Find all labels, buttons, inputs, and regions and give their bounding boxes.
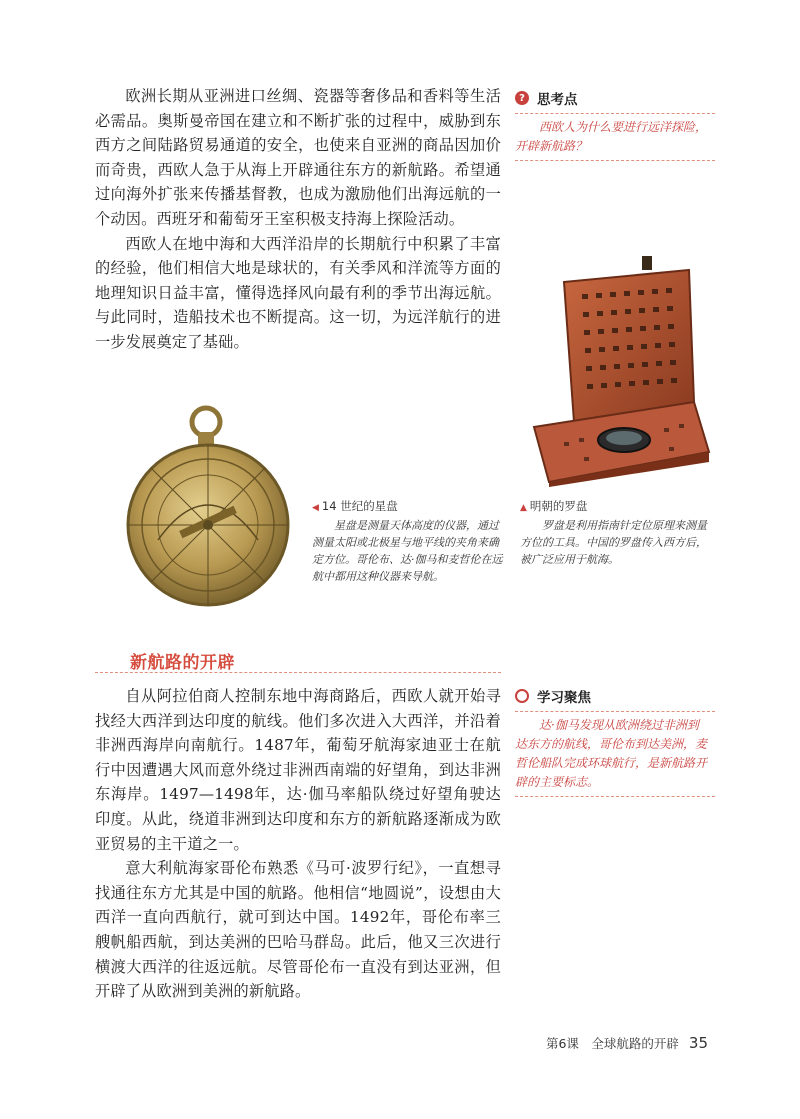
section-divider	[95, 672, 501, 673]
caption-title-row	[520, 498, 716, 517]
astrolabe-caption	[312, 498, 504, 585]
triangle-up-icon: ▲	[520, 503, 527, 513]
think-point-title: 思考点	[537, 92, 578, 108]
page-footer	[546, 1034, 708, 1052]
paragraph: 意大利航海家哥伦布熟悉《马可·波罗行纪》，一直想寻找通往东方尤其是中国的航路。他相信“地圆说”，设想由大西洋一直向西航行，就可到达中国。1492年，哥伦布率三艘帆船西航，到达美洲的巴哈马群岛。此后，他又三次进行横渡大西洋的往返远航。尽管哥伦布一直没有到达亚洲，但开辟了从欧洲到美洲的新航路。	[95, 859, 501, 1001]
main-text-top	[95, 84, 501, 355]
think-point-body: 西欧人为什么要进行远洋探险，开辟新航路？	[515, 120, 708, 153]
triangle-left-icon: ◀	[312, 503, 319, 513]
page-number: 35	[688, 1034, 708, 1052]
caption-body: 星盘是测量天体高度的仪器，通过测量太阳或北极星与地平线的夹角来确定方位。哥伦布、达·伽马和麦哲伦在远航中都用这种仪器来导航。	[312, 519, 503, 583]
caption-body: 罗盘是利用指南针定位原理来测量方位的工具。中国的罗盘传入西方后，被广泛应用于航海。	[520, 519, 707, 566]
section-title: 新航路的开辟	[130, 653, 235, 673]
paragraph: 西欧人在地中海和大西洋沿岸的长期航行中积累了丰富的经验，他们相信大地是球状的，有关季风和洋流等方面的地理知识日益丰富，懂得选择风向最有利的季节出海远航。与此同时，造船技术也不断提高。这一切，为远洋航行的进一步发展奠定了基础。	[95, 234, 501, 351]
learning-focus-body: 达·伽马发现从欧洲绕过非洲到达东方的航线，哥伦布到达美洲，麦哲伦船队完成环球航行，是新航路开辟的主要标志。	[515, 718, 708, 789]
caption-title: 明朝的罗盘	[529, 499, 588, 513]
divider	[515, 711, 715, 712]
astrolabe-image	[118, 400, 303, 610]
paragraph: 欧洲长期从亚洲进口丝绸、瓷器等奢侈品和香料等生活必需品。奥斯曼帝国在建立和不断扩张的过程中，威胁到东西方之间陆路贸易通道的安全，也使来自亚洲的商品因加价而奇贵，西欧人急于从海上开辟通往东方的新航路。希望通过向海外扩张来传播基督教，也成为激励他们出海远航的一个动因。西班牙和葡萄牙王室积极支持海上探险活动。	[95, 87, 501, 228]
divider	[515, 796, 715, 797]
divider	[515, 160, 715, 161]
compass-image	[524, 252, 714, 487]
think-point-header	[515, 88, 715, 108]
caption-title-row	[312, 498, 504, 517]
divider	[515, 113, 715, 114]
learning-focus-box	[515, 686, 715, 797]
question-icon: ?	[515, 91, 529, 105]
think-point-box	[515, 88, 715, 161]
paragraph: 自从阿拉伯商人控制东地中海商路后，西欧人就开始寻找经大西洋到达印度的航线。他们多次进入大西洋，并沿着非洲西海岸向南航行。1487年，葡萄牙航海家迪亚士在航行中因遭遇大风而意外绕过非洲西南端的好望角，到达非洲东海岸。1497—1498年，达·伽马率船队绕过好望角驶达印度。从此，绕道非洲到达印度和东方的新航路逐渐成为欧亚贸易的主干道之一。	[95, 687, 501, 853]
caption-title: 14 世纪的星盘	[321, 499, 398, 513]
target-icon	[515, 689, 529, 703]
compass-caption	[520, 498, 716, 568]
learning-focus-title: 学习聚焦	[537, 690, 591, 706]
main-text-bottom	[95, 684, 501, 1004]
lesson-title: 第6课 全球航路的开辟	[545, 1036, 679, 1051]
learning-focus-header	[515, 686, 715, 706]
